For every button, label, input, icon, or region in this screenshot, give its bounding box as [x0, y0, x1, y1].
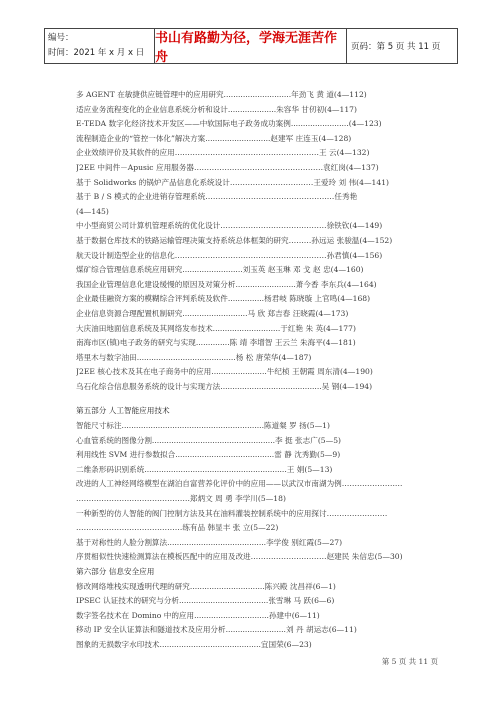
header-serial-label: 编号： — [48, 33, 74, 43]
toc-line: J2EE 核心技术及其在电子商务中的应用.......................牛纪桢 王朝霞 周东清(4—190) — [76, 367, 373, 377]
section-heading-ai: 第五部分 人工智能应用技术 — [76, 406, 170, 416]
toc-line: 基于数据仓库技术的铁路运输管理决策支持系统总体框架的研究………孙远运 张骏温(4—152) — [76, 235, 393, 245]
toc-line: J2EE 中间件－Apusic 应用服务器……………………………………………袁红岗(4—137) — [76, 162, 379, 172]
toc-line: 二维条形码识别系统...........................................................王 娟(5—13) — [76, 464, 333, 474]
toc-line: 心血管系统的图像分割...................................................李 挺 张志广(5—5) — [76, 435, 342, 445]
toc-line: 企业效绩评价及其软件的应用…………………………………………………王 云(4—132) — [76, 148, 370, 158]
toc-line: 移动 IP 安全认证算法和隧道技术及应用分析.........................刘 丹 胡运志(6—11) — [76, 625, 357, 635]
toc-line: 数字签名技术在 Domino 中的应用...............................孙建中(6—11) — [76, 610, 320, 620]
header-motto: 书山有路勤为径，学海无涯苦作舟 — [155, 29, 347, 63]
toc-line: 基于 B / S 模式的企业进销存管理系统……………………………………………任秀艳 — [76, 192, 358, 202]
toc-line: E-TEDA 数字化经济技术开发区——中软国际电子政务成功案例........................(4—123) — [76, 119, 382, 129]
toc-line: 我国企业管理信息化建设缓慢的原因及对策分析.........................萧今香 李东兵(4—164) — [76, 279, 377, 289]
toc-line: 乌石化综合信息服务系统的设计与实现方法..........................................吴 钢(4—194) — [76, 381, 373, 391]
toc-line: 改进的人工神经网络模型在湖泊自富营养化评价中的应用——以武汉市南湖为例…………………… — [76, 479, 403, 489]
toc-line: 适应业务流程变化的企业信息系统分析和设计....................朱容华 甘仞初(4—117) — [76, 104, 357, 114]
toc-line: 企业信息资源合理配置机制研究...........................马 欣 郑吉春 汪晓霞(4—173) — [76, 308, 349, 318]
toc-line: 煤矿综合管理信息系统应用研究.........................刘玉英 赵玉琳 邓 戈 赵 忠(4—160) — [76, 265, 364, 275]
toc-line: 图象的无损数字水印技术..........................................宜国荣(6—23) — [76, 639, 312, 649]
header-date: 时间：2021 年 x 月 x 日 — [48, 48, 145, 58]
toc-line: 序贯相似性快速检测算法在模板匹配中的应用及改进…………………………赵建民 朱信忠(5—30) — [76, 552, 403, 562]
toc-line: 基于 Solidworks 的锅炉产品信息化系统设计……………………………王爱玲 刘 伟(4—141) — [76, 177, 390, 187]
toc-line: ………………………………………郑炳文 周 勇 李学川(5—18) — [76, 494, 286, 504]
toc-line: 大庆油田地面信息系统及其网络发布技术............................于红艳 朱 英(4—177) — [76, 323, 356, 333]
page-header — [44, 28, 458, 64]
header-page-info: 页码：第 5 页 共 11 页 — [351, 42, 441, 52]
toc-line: 中小型商贸公司计算机管理系统的优化设计……………………………………徐铁钦(4—149) — [76, 221, 383, 231]
toc-line: (4—145) — [76, 206, 109, 216]
toc-line: 一种新型的仿人智能的阀门控制方法及其在油料灌装控制系统中的应用探讨…………………… — [76, 508, 388, 518]
page-footer: 第 5 页 共 11 页 — [381, 657, 438, 666]
table-of-contents — [76, 88, 436, 653]
toc-line: 多 AGENT 在敏捷供应链管理中的应用研究............................年劲飞 黄 道(4—112) — [76, 90, 367, 99]
toc-line: 修改网络堆栈实现透明代理的研究...............................陈兴殿 沈昌祥(6—1) — [76, 581, 336, 591]
toc-line: 塔里木与数字油田.........................................杨 松 唐荣华(4—187) — [76, 352, 312, 362]
toc-line: 基于对称性的人脸分割算法.........................................李学俊 别红霞(5—27) — [76, 537, 343, 547]
toc-line: ……………………………………练有品 韩显丰 张 立(5—22) — [76, 523, 279, 533]
header-meta — [45, 29, 155, 63]
toc-line: 流程制造企业的“管控一体化”解决方案...........................赵建军 庄连玉(4—128) — [76, 133, 352, 143]
toc-line: 利用线性 SVM 进行参数拟合.........................................雷 静 沈秀勤(5—9) — [76, 450, 341, 460]
toc-line: 智能尺寸标注...........................................................陈道粲 罗 扬(5—1) — [76, 421, 330, 431]
toc-line: 航天设计制造型企业的信息化……………………………………………………孙君慎(4—156) — [76, 250, 383, 260]
toc-line: 企业最佳融资方案的模糊综合评判系统及软件...............杨君岐 陈晓璇 上官鸣(4—168) — [76, 294, 371, 304]
toc-line: 南海市区(镇)电子政务的研究与实现..............陈 靖 李增智 王云兰 朱海平(4—181) — [76, 338, 356, 348]
section-heading-security: 第六部分 信息安全应用 — [76, 567, 155, 576]
toc-line: IPSEC 认证技术的研究与分析.....................................张雪琳 马 跃(6—6) — [76, 596, 335, 606]
